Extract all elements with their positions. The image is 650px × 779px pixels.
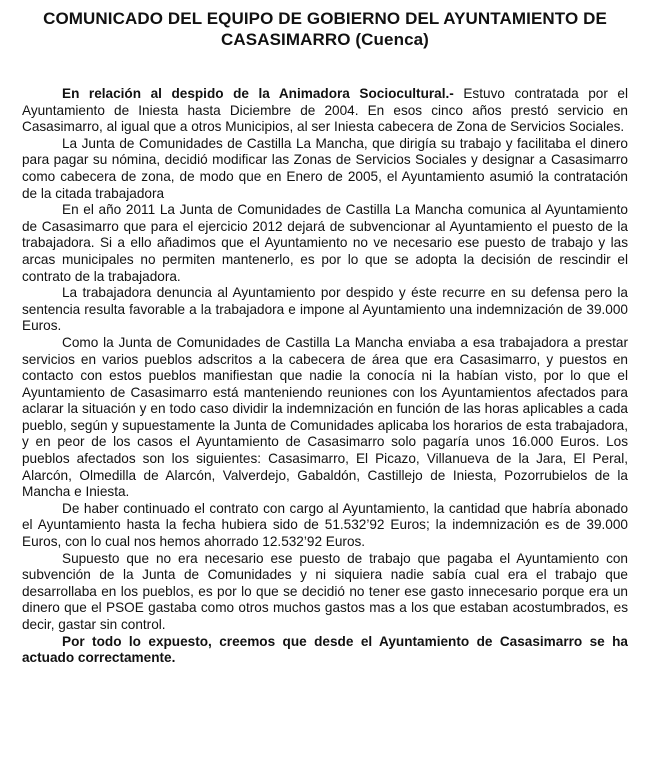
paragraph-text: Estuvo contratada por el Ayuntamiento de Iniesta hasta Diciembre de 2004. En esos cinco años prestó servicio en Casasimarro, al igual que a otros Municipios, al ser Iniesta cabecera de Zona de Servicios Sociales.	[22, 86, 628, 135]
closing-paragraph: Por todo lo expuesto, creemos que desde el Ayuntamiento de Casasimarro se ha actuado correctamente.	[22, 633, 628, 666]
paragraph-3: En el año 2011 La Junta de Comunidades de Castilla La Mancha comunica al Ayuntamiento de Casasimarro que para el ejercicio 2012 dejará de subvencionar al Ayuntamiento el puesto de la trabajadora. Si a ello añadimos que el Ayuntamiento no ve necesario ese puesto de trabajo y las arcas municipales no permiten mantenerlo, es por lo que se adopta la decisión de rescindir el contrato de la trabajadora.	[22, 202, 628, 284]
paragraph-7: Supuesto que no era necesario ese puesto de trabajo que pagaba el Ayuntamiento con subvención de la Junta de Comunidades y ni siquiera nadie sabía cual era el trabajo que desarrollaba en los pueblos, es por lo que se decidió no tener ese gasto innecesario porque era un dinero que el PSOE gastaba como otros muchos gastos mas a los que estaban acostumbrados, es decir, gastar sin control.	[22, 550, 628, 632]
paragraph-4: La trabajadora denuncia al Ayuntamiento por despido y éste recurre en su defensa pero la sentencia resulta favorable a la trabajadora e impone al Ayuntamiento una indemnización de 39.000 Euros.	[22, 285, 628, 334]
paragraph-6: De haber continuado el contrato con cargo al Ayuntamiento, la cantidad que habría abonado el Ayuntamiento hasta la fecha hubiera sido de 51.532’92 Euros; la indemnización es de 39.000 Euros, con lo cual nos hemos ahorrado 12.532’92 Euros.	[22, 500, 628, 550]
document-title	[22, 8, 628, 50]
document-body	[22, 86, 628, 667]
paragraph-5: Como la Junta de Comunidades de Castilla La Mancha enviaba a esa trabajadora a prestar servicios en varios pueblos adscritos a la cabecera de área que era Casasimarro, y puestos en contacto con estos pueblos manifiestan que nadie la conocía ni la habían visto, por lo que el Ayuntamiento de Casasimarro está manteniendo reuniones con los Ayuntamientos afectados para aclarar la situación y en todo caso dividir la indemnización en función de las horas aplicables a cada pueblo, según y supuestamente la Junta de Comunidades aplicaba los horarios de esta trabajadora, y en peor de los casos el Ayuntamiento de Casasimarro solo pagaría unos 16.000 Euros. Los pueblos afectados son los siguientes: Casasimarro, El Picazo, Villanueva de la Jara, El Peral, Alarcón, Olmedilla de Alarcón, Valverdejo, Gabaldón, Castillejo de Iniesta, Pozorrubielos de la Mancha e Iniesta.	[22, 334, 628, 500]
paragraph-lead: En relación al despido de la Animadora Sociocultural.-	[62, 86, 454, 101]
title-line-1: COMUNICADO DEL EQUIPO DE GOBIERNO DEL AYUNTAMIENTO DE	[43, 9, 607, 28]
paragraph-1	[22, 86, 628, 136]
title-line-2: CASASIMARRO (Cuenca)	[221, 30, 429, 49]
paragraph-2: La Junta de Comunidades de Castilla La Mancha, que dirigía su trabajo y facilitaba el dinero para pagar su nómina, decidió modificar las Zonas de Servicios Sociales y designar a Casasimarro como cabecera de zona, de modo que en Enero de 2005, el Ayuntamiento asumió la contratación de la citada trabajadora	[22, 135, 628, 201]
